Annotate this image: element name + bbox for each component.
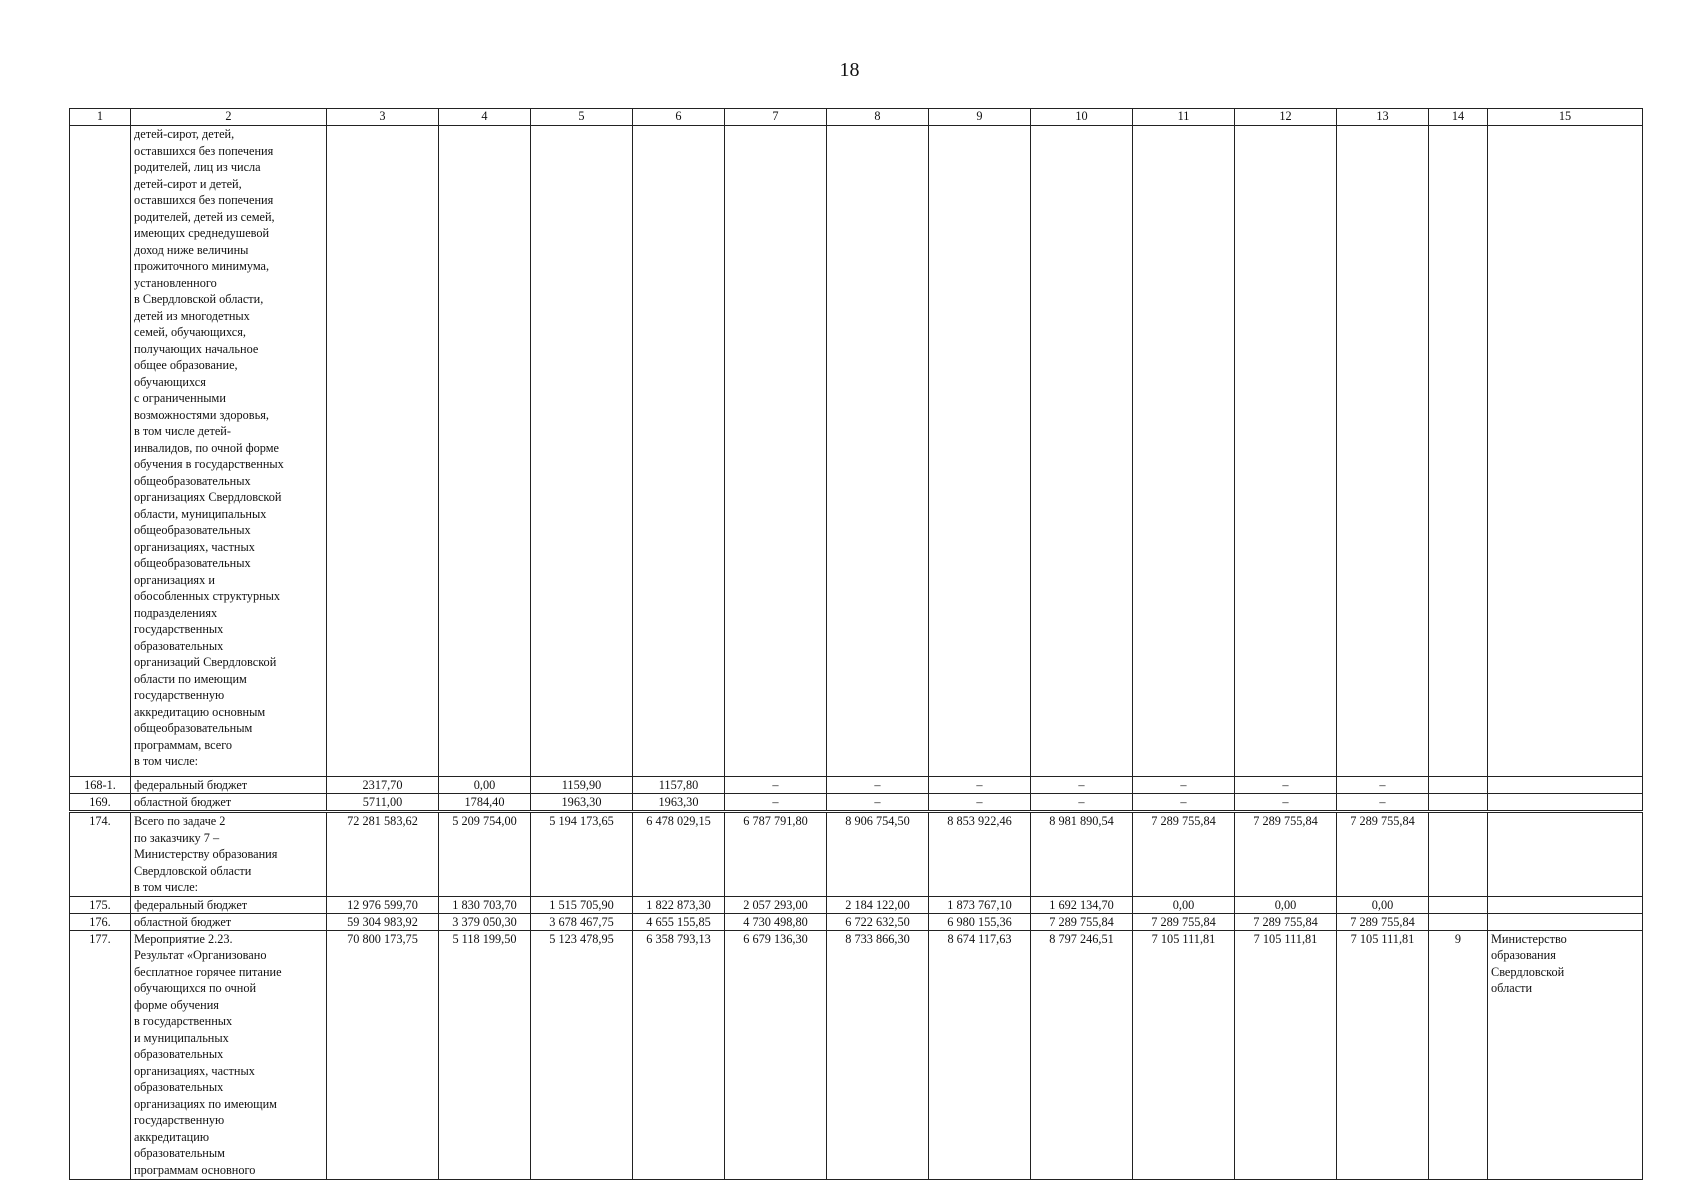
value-cell: 6 358 793,13 — [633, 930, 725, 1179]
value-cell: – — [725, 777, 827, 794]
value-cell: 7 289 755,84 — [1337, 913, 1429, 930]
value-cell: – — [1133, 794, 1235, 812]
value-cell: 6 722 632,50 — [827, 913, 929, 930]
row-number: 176. — [70, 913, 131, 930]
value-cell: 0,00 — [1133, 896, 1235, 913]
value-cell: 5 123 478,95 — [531, 930, 633, 1179]
value-cell: 6 478 029,15 — [633, 812, 725, 897]
column-header: 1 — [70, 109, 131, 126]
table-row — [70, 777, 1643, 794]
target-value-cell — [1429, 913, 1488, 930]
column-header: 6 — [633, 109, 725, 126]
empty-cell — [439, 126, 531, 777]
responsible-cell — [1488, 896, 1643, 913]
empty-cell — [327, 126, 439, 777]
table-row — [70, 812, 1643, 897]
value-cell: 72 281 583,62 — [327, 812, 439, 897]
value-cell: – — [827, 794, 929, 812]
value-cell: 1 515 705,90 — [531, 896, 633, 913]
value-cell: 3 379 050,30 — [439, 913, 531, 930]
value-cell: 12 976 599,70 — [327, 896, 439, 913]
value-cell: 7 289 755,84 — [1031, 913, 1133, 930]
responsible-cell — [1488, 777, 1643, 794]
row-number: 175. — [70, 896, 131, 913]
value-cell: 8 981 890,54 — [1031, 812, 1133, 897]
column-header: 14 — [1429, 109, 1488, 126]
column-header: 11 — [1133, 109, 1235, 126]
value-cell: 0,00 — [439, 777, 531, 794]
column-header: 8 — [827, 109, 929, 126]
empty-cell — [1429, 126, 1488, 777]
row-description: областной бюджет — [131, 913, 327, 930]
value-cell: 5711,00 — [327, 794, 439, 812]
empty-cell — [827, 126, 929, 777]
value-cell: 1 692 134,70 — [1031, 896, 1133, 913]
value-cell: 7 105 111,81 — [1133, 930, 1235, 1179]
value-cell: – — [1031, 777, 1133, 794]
row-number: 168-1. — [70, 777, 131, 794]
table-row — [70, 896, 1643, 913]
column-header: 9 — [929, 109, 1031, 126]
empty-cell — [929, 126, 1031, 777]
value-cell: 0,00 — [1235, 896, 1337, 913]
column-header: 4 — [439, 109, 531, 126]
budget-table — [69, 108, 1643, 1180]
value-cell: – — [725, 794, 827, 812]
responsible-cell — [1488, 794, 1643, 812]
value-cell: 8 906 754,50 — [827, 812, 929, 897]
value-cell: 8 853 922,46 — [929, 812, 1031, 897]
value-cell: 0,00 — [1337, 896, 1429, 913]
target-value-cell — [1429, 777, 1488, 794]
row-description: областной бюджет — [131, 794, 327, 812]
empty-cell — [1235, 126, 1337, 777]
value-cell: 3 678 467,75 — [531, 913, 633, 930]
target-value-cell — [1429, 794, 1488, 812]
column-header: 15 — [1488, 109, 1643, 126]
column-header: 12 — [1235, 109, 1337, 126]
value-cell: 5 118 199,50 — [439, 930, 531, 1179]
value-cell: – — [929, 794, 1031, 812]
empty-cell — [633, 126, 725, 777]
row-number: 169. — [70, 794, 131, 812]
value-cell: 1 873 767,10 — [929, 896, 1031, 913]
value-cell: 70 800 173,75 — [327, 930, 439, 1179]
value-cell: 1784,40 — [439, 794, 531, 812]
value-cell: 6 679 136,30 — [725, 930, 827, 1179]
value-cell: 1 830 703,70 — [439, 896, 531, 913]
column-header: 10 — [1031, 109, 1133, 126]
row-description: Мероприятие 2.23. Результат «Организовано бесплатное горячее питание обучающихся по очной форме обучения в государственных и муниципальных образовательных организациях, частных образовательных организациях по имеющим государственную аккредитацию образовательным программам основного — [131, 930, 327, 1179]
value-cell: 7 105 111,81 — [1337, 930, 1429, 1179]
value-cell: 8 674 117,63 — [929, 930, 1031, 1179]
value-cell: 7 289 755,84 — [1133, 913, 1235, 930]
table-row — [70, 913, 1643, 930]
value-cell: 6 980 155,36 — [929, 913, 1031, 930]
value-cell: 2317,70 — [327, 777, 439, 794]
column-header: 3 — [327, 109, 439, 126]
target-value-cell — [1429, 896, 1488, 913]
empty-cell — [531, 126, 633, 777]
value-cell: – — [1337, 777, 1429, 794]
row-number — [70, 126, 131, 777]
value-cell: 2 184 122,00 — [827, 896, 929, 913]
row-description: федеральный бюджет — [131, 777, 327, 794]
value-cell: – — [929, 777, 1031, 794]
empty-cell — [1133, 126, 1235, 777]
column-header: 2 — [131, 109, 327, 126]
value-cell: 4 730 498,80 — [725, 913, 827, 930]
value-cell: – — [1337, 794, 1429, 812]
row-description: детей-сирот, детей, оставшихся без попечения родителей, лиц из числа детей-сирот и детей, оставшихся без попечения родителей, детей из семей, имеющих среднедушевой доход ниже величины прожиточного минимума, установленного в Свердловской области, детей из многодетных семей, обучающихся, получающих начальное общее образование, обучающихся с ограниченными возможностями здоровья, в том числе детей- инвалидов, по очной форме обучения в государственных общеобразовательных организациях Свердловской области, муниципальных общеобразовательных организациях, частных общеобразовательных организациях и обособленных структурных подразделениях государственных образовательных организаций Свердловской области по имеющим государственную аккредитацию основным общеобразовательным программам, всего в том числе: — [131, 126, 327, 777]
value-cell: – — [827, 777, 929, 794]
value-cell: 7 289 755,84 — [1235, 812, 1337, 897]
header-row — [70, 109, 1643, 126]
value-cell: – — [1235, 777, 1337, 794]
responsible-cell — [1488, 812, 1643, 897]
table-row — [70, 794, 1643, 812]
value-cell: 2 057 293,00 — [725, 896, 827, 913]
column-header: 13 — [1337, 109, 1429, 126]
value-cell: 8 733 866,30 — [827, 930, 929, 1179]
value-cell: 1963,30 — [531, 794, 633, 812]
page-number: 18 — [839, 59, 860, 81]
value-cell: 1 822 873,30 — [633, 896, 725, 913]
column-header: 5 — [531, 109, 633, 126]
target-value-cell: 9 — [1429, 930, 1488, 1179]
target-value-cell — [1429, 812, 1488, 897]
row-number: 177. — [70, 930, 131, 1179]
row-number: 174. — [70, 812, 131, 897]
empty-cell — [725, 126, 827, 777]
value-cell: – — [1235, 794, 1337, 812]
value-cell: 7 105 111,81 — [1235, 930, 1337, 1179]
responsible-cell — [1488, 913, 1643, 930]
empty-cell — [1488, 126, 1643, 777]
table-row — [70, 930, 1643, 1179]
value-cell: 1963,30 — [633, 794, 725, 812]
responsible-cell: Министерство образования Свердловской области — [1488, 930, 1643, 1179]
value-cell: 4 655 155,85 — [633, 913, 725, 930]
value-cell: – — [1133, 777, 1235, 794]
value-cell: 1157,80 — [633, 777, 725, 794]
value-cell: 6 787 791,80 — [725, 812, 827, 897]
value-cell: 7 289 755,84 — [1337, 812, 1429, 897]
empty-cell — [1337, 126, 1429, 777]
value-cell: 59 304 983,92 — [327, 913, 439, 930]
empty-cell — [1031, 126, 1133, 777]
value-cell: 5 194 173,65 — [531, 812, 633, 897]
value-cell: – — [1031, 794, 1133, 812]
row-description: федеральный бюджет — [131, 896, 327, 913]
table-row-continuation — [70, 126, 1643, 777]
value-cell: 7 289 755,84 — [1133, 812, 1235, 897]
column-header: 7 — [725, 109, 827, 126]
value-cell: 8 797 246,51 — [1031, 930, 1133, 1179]
value-cell: 5 209 754,00 — [439, 812, 531, 897]
value-cell: 1159,90 — [531, 777, 633, 794]
row-description: Всего по задаче 2 по заказчику 7 – Министерству образования Свердловской области в том числе: — [131, 812, 327, 897]
value-cell: 7 289 755,84 — [1235, 913, 1337, 930]
